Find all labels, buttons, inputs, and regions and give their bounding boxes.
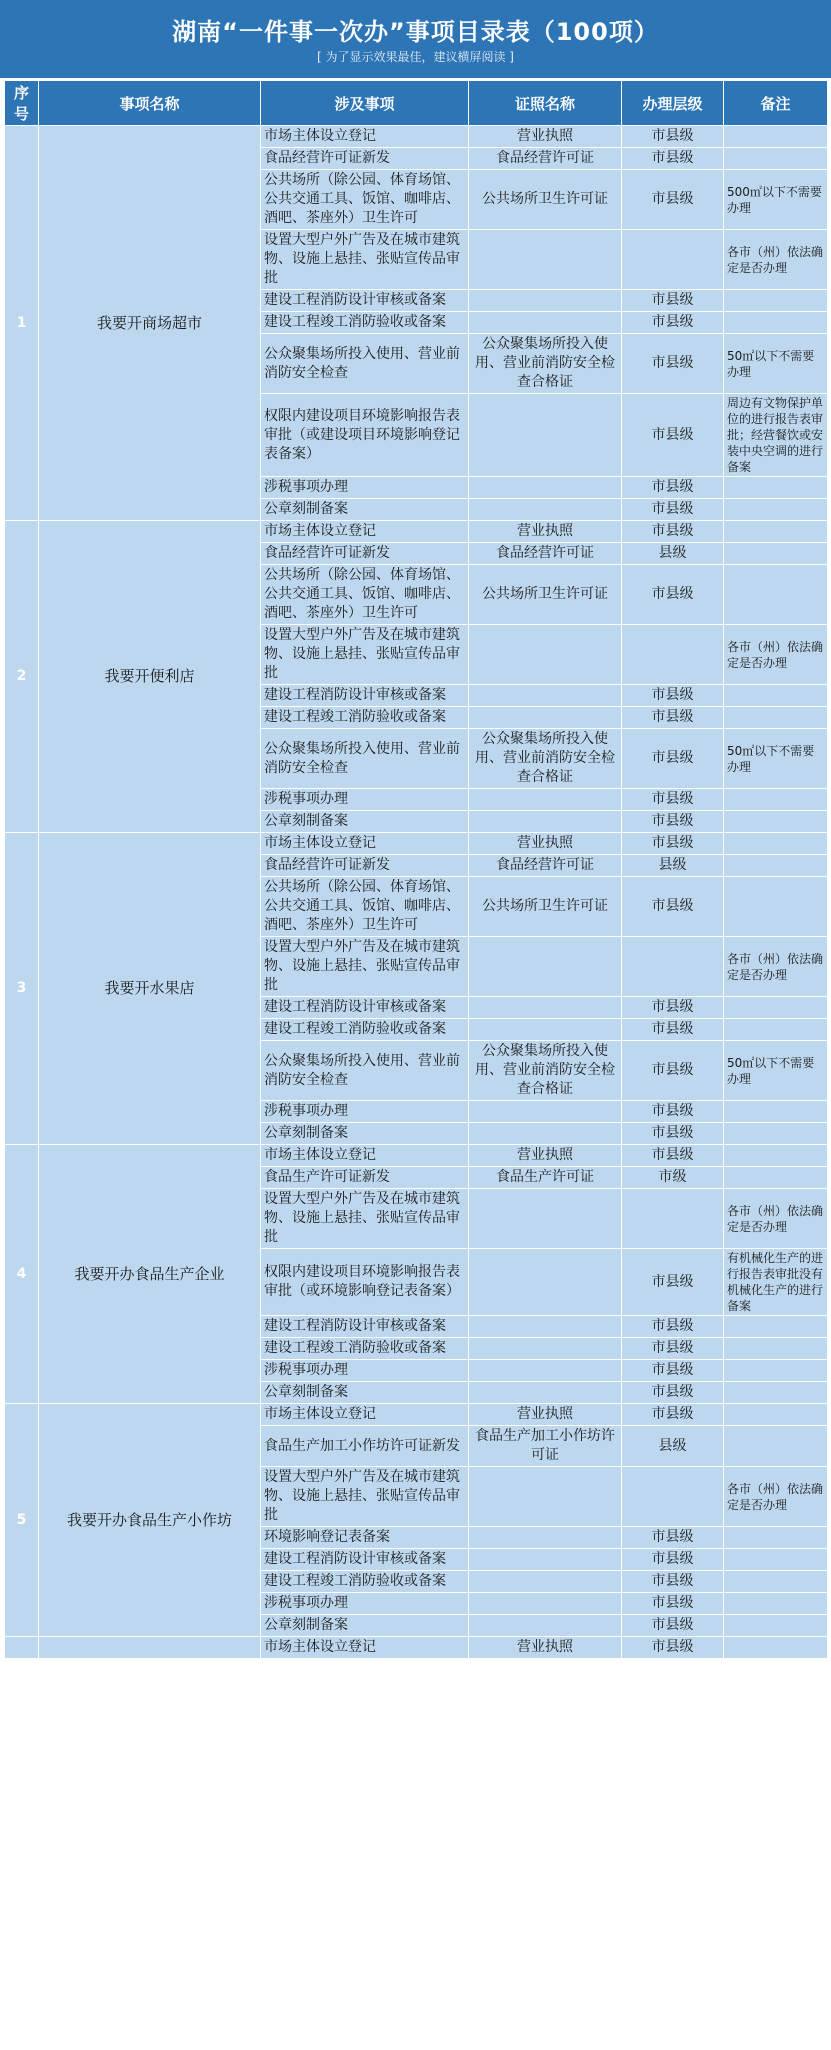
remark [724, 1571, 828, 1593]
involved-item: 公章刻制备案 [261, 1382, 469, 1404]
license-name [469, 1593, 622, 1615]
handling-level: 市县级 [622, 1249, 724, 1316]
handling-level: 市县级 [622, 1101, 724, 1123]
handling-level: 市县级 [622, 707, 724, 729]
license-name: 公众聚集场所投入使用、营业前消防安全检查合格证 [469, 1041, 622, 1101]
license-name [469, 685, 622, 707]
handling-level [622, 1467, 724, 1527]
license-name [469, 1549, 622, 1571]
row-seq: 3 [5, 833, 39, 1145]
involved-item: 涉税事项办理 [261, 789, 469, 811]
handling-level: 市县级 [622, 1382, 724, 1404]
license-name [469, 937, 622, 997]
involved-item: 市场主体设立登记 [261, 1145, 469, 1167]
license-name [469, 707, 622, 729]
involved-item: 公章刻制备案 [261, 811, 469, 833]
involved-item: 涉税事项办理 [261, 1593, 469, 1615]
license-name [469, 1338, 622, 1360]
col-header-name: 事项名称 [39, 81, 261, 126]
row-seq: 4 [5, 1145, 39, 1404]
handling-level: 市县级 [622, 1041, 724, 1101]
involved-item: 公共场所（除公园、体育场馆、公共交通工具、饭馆、咖啡店、酒吧、茶座外）卫生许可 [261, 170, 469, 230]
license-name [469, 394, 622, 477]
matter-name: 我要开办食品生产小作坊 [39, 1404, 261, 1637]
license-name [469, 1527, 622, 1549]
handling-level: 市县级 [622, 1527, 724, 1549]
involved-item: 市场主体设立登记 [261, 1404, 469, 1426]
row-seq: 1 [5, 126, 39, 521]
license-name: 公众聚集场所投入使用、营业前消防安全检查合格证 [469, 729, 622, 789]
handling-level: 市县级 [622, 1145, 724, 1167]
col-header-remark: 备注 [724, 81, 828, 126]
remark: 各市（州）依法确定是否办理 [724, 1189, 828, 1249]
remark [724, 1101, 828, 1123]
page-title: 湖南“一件事一次办”事项目录表（100项） [172, 18, 659, 46]
remark [724, 543, 828, 565]
handling-level: 市县级 [622, 170, 724, 230]
license-name [469, 477, 622, 499]
license-name: 食品经营许可证 [469, 855, 622, 877]
page-subtitle: [ 为了显示效果最佳，建议横屏阅读 ] [317, 50, 514, 64]
handling-level: 市县级 [622, 1404, 724, 1426]
involved-item: 公章刻制备案 [261, 1123, 469, 1145]
handling-level: 市县级 [622, 789, 724, 811]
handling-level: 市县级 [622, 1593, 724, 1615]
license-name [469, 1615, 622, 1637]
license-name: 食品生产加工小作坊许可证 [469, 1426, 622, 1467]
handling-level: 市县级 [622, 729, 724, 789]
license-name [469, 1019, 622, 1041]
table-row [5, 521, 828, 543]
license-name: 营业执照 [469, 521, 622, 543]
handling-level: 县级 [622, 543, 724, 565]
license-name [469, 997, 622, 1019]
involved-item: 公众聚集场所投入使用、营业前消防安全检查 [261, 334, 469, 394]
remark [724, 1360, 828, 1382]
row-seq [5, 1637, 39, 1659]
remark [724, 1145, 828, 1167]
handling-level: 县级 [622, 855, 724, 877]
col-header-items: 涉及事项 [261, 81, 469, 126]
involved-item: 设置大型户外广告及在城市建筑物、设施上悬挂、张贴宣传品审批 [261, 1467, 469, 1527]
handling-level: 市县级 [622, 833, 724, 855]
remark [724, 1527, 828, 1549]
remark [724, 477, 828, 499]
remark [724, 1593, 828, 1615]
matter-name: 我要开商场超市 [39, 126, 261, 521]
remark: 500㎡以下不需要办理 [724, 170, 828, 230]
remark: 各市（州）依法确定是否办理 [724, 1467, 828, 1527]
involved-item: 设置大型户外广告及在城市建筑物、设施上悬挂、张贴宣传品审批 [261, 1189, 469, 1249]
license-name: 公共场所卫生许可证 [469, 877, 622, 937]
handling-level [622, 937, 724, 997]
remark: 50㎡以下不需要办理 [724, 1041, 828, 1101]
handling-level: 市县级 [622, 148, 724, 170]
handling-level: 市县级 [622, 997, 724, 1019]
remark: 有机械化生产的进行报告表审批没有机械化生产的进行备案 [724, 1249, 828, 1316]
handling-level: 市县级 [622, 685, 724, 707]
remark [724, 1019, 828, 1041]
license-name: 营业执照 [469, 1404, 622, 1426]
license-name: 公共场所卫生许可证 [469, 565, 622, 625]
involved-item: 建设工程消防设计审核或备案 [261, 997, 469, 1019]
handling-level: 市县级 [622, 1360, 724, 1382]
involved-item: 建设工程竣工消防验收或备案 [261, 1019, 469, 1041]
license-name: 营业执照 [469, 1637, 622, 1659]
involved-item: 涉税事项办理 [261, 1101, 469, 1123]
remark: 50㎡以下不需要办理 [724, 334, 828, 394]
remark [724, 811, 828, 833]
involved-item: 建设工程竣工消防验收或备案 [261, 1571, 469, 1593]
license-name [469, 1189, 622, 1249]
involved-item: 市场主体设立登记 [261, 521, 469, 543]
involved-item: 权限内建设项目环境影响报告表审批（或环境影响登记表备案） [261, 1249, 469, 1316]
license-name [469, 1101, 622, 1123]
license-name: 营业执照 [469, 833, 622, 855]
involved-item: 公章刻制备案 [261, 499, 469, 521]
handling-level: 市县级 [622, 394, 724, 477]
table-body [5, 126, 828, 1659]
license-name [469, 789, 622, 811]
involved-item: 涉税事项办理 [261, 477, 469, 499]
involved-item: 设置大型户外广告及在城市建筑物、设施上悬挂、张贴宣传品审批 [261, 625, 469, 685]
remark [724, 521, 828, 543]
involved-item: 市场主体设立登记 [261, 1637, 469, 1659]
remark [724, 148, 828, 170]
handling-level: 市县级 [622, 877, 724, 937]
matter-name: 我要开水果店 [39, 833, 261, 1145]
remark [724, 997, 828, 1019]
license-name [469, 499, 622, 521]
row-seq: 5 [5, 1404, 39, 1637]
remark [724, 789, 828, 811]
handling-level: 市县级 [622, 565, 724, 625]
license-name: 营业执照 [469, 1145, 622, 1167]
remark [724, 290, 828, 312]
matter-name: 我要开办食品生产企业 [39, 1145, 261, 1404]
handling-level [622, 625, 724, 685]
involved-item: 建设工程消防设计审核或备案 [261, 1549, 469, 1571]
remark [724, 565, 828, 625]
license-name [469, 1249, 622, 1316]
involved-item: 涉税事项办理 [261, 1360, 469, 1382]
involved-item: 建设工程消防设计审核或备案 [261, 1316, 469, 1338]
involved-item: 食品经营许可证新发 [261, 543, 469, 565]
remark [724, 1167, 828, 1189]
table-row [5, 833, 828, 855]
involved-item: 环境影响登记表备案 [261, 1527, 469, 1549]
handling-level: 市县级 [622, 1615, 724, 1637]
license-name [469, 625, 622, 685]
involved-item: 建设工程消防设计审核或备案 [261, 685, 469, 707]
handling-level: 市县级 [622, 334, 724, 394]
license-name [469, 230, 622, 290]
involved-item: 公众聚集场所投入使用、营业前消防安全检查 [261, 1041, 469, 1101]
handling-level: 市县级 [622, 1019, 724, 1041]
handling-level: 市县级 [622, 1637, 724, 1659]
remark [724, 1549, 828, 1571]
remark: 各市（州）依法确定是否办理 [724, 625, 828, 685]
involved-item: 建设工程竣工消防验收或备案 [261, 312, 469, 334]
involved-item: 公众聚集场所投入使用、营业前消防安全检查 [261, 729, 469, 789]
handling-level: 市县级 [622, 1571, 724, 1593]
license-name [469, 1123, 622, 1145]
involved-item: 权限内建设项目环境影响报告表审批（或建设项目环境影响登记表备案） [261, 394, 469, 477]
table-row [5, 1637, 828, 1659]
remark: 周边有文物保护单位的进行报告表审批；经营餐饮或安装中央空调的进行备案 [724, 394, 828, 477]
involved-item: 食品经营许可证新发 [261, 148, 469, 170]
remark [724, 855, 828, 877]
col-header-level: 办理层级 [622, 81, 724, 126]
remark: 50㎡以下不需要办理 [724, 729, 828, 789]
license-name [469, 1360, 622, 1382]
table-row [5, 1145, 828, 1167]
remark [724, 1404, 828, 1426]
handling-level [622, 230, 724, 290]
handling-level: 市县级 [622, 290, 724, 312]
remark [724, 1382, 828, 1404]
license-name: 公共场所卫生许可证 [469, 170, 622, 230]
matter-name [39, 1637, 261, 1659]
license-name [469, 1382, 622, 1404]
handling-level: 市县级 [622, 1338, 724, 1360]
remark [724, 1316, 828, 1338]
handling-level: 市级 [622, 1167, 724, 1189]
license-name: 营业执照 [469, 126, 622, 148]
remark [724, 1426, 828, 1467]
license-name [469, 290, 622, 312]
license-name [469, 1316, 622, 1338]
remark [724, 685, 828, 707]
remark: 各市（州）依法确定是否办理 [724, 230, 828, 290]
involved-item: 食品生产许可证新发 [261, 1167, 469, 1189]
remark [724, 312, 828, 334]
table-header-row [5, 81, 828, 126]
involved-item: 建设工程消防设计审核或备案 [261, 290, 469, 312]
handling-level: 市县级 [622, 1316, 724, 1338]
license-name [469, 1571, 622, 1593]
remark [724, 1615, 828, 1637]
involved-item: 公章刻制备案 [261, 1615, 469, 1637]
involved-item: 公共场所（除公园、体育场馆、公共交通工具、饭馆、咖啡店、酒吧、茶座外）卫生许可 [261, 565, 469, 625]
catalog-table [4, 80, 828, 1659]
remark [724, 1338, 828, 1360]
table-row [5, 1404, 828, 1426]
matter-name: 我要开便利店 [39, 521, 261, 833]
license-name: 食品经营许可证 [469, 543, 622, 565]
handling-level: 市县级 [622, 1123, 724, 1145]
involved-item: 建设工程竣工消防验收或备案 [261, 707, 469, 729]
involved-item: 设置大型户外广告及在城市建筑物、设施上悬挂、张贴宣传品审批 [261, 230, 469, 290]
involved-item: 公共场所（除公园、体育场馆、公共交通工具、饭馆、咖啡店、酒吧、茶座外）卫生许可 [261, 877, 469, 937]
handling-level: 市县级 [622, 521, 724, 543]
table-row [5, 126, 828, 148]
remark [724, 707, 828, 729]
involved-item: 食品经营许可证新发 [261, 855, 469, 877]
handling-level: 市县级 [622, 312, 724, 334]
remark [724, 833, 828, 855]
col-header-seq: 序号 [5, 81, 39, 126]
handling-level: 县级 [622, 1426, 724, 1467]
handling-level [622, 1189, 724, 1249]
page-header [0, 0, 831, 78]
license-name [469, 312, 622, 334]
remark [724, 499, 828, 521]
involved-item: 食品生产加工小作坊许可证新发 [261, 1426, 469, 1467]
handling-level: 市县级 [622, 477, 724, 499]
license-name: 食品生产许可证 [469, 1167, 622, 1189]
remark [724, 1637, 828, 1659]
license-name [469, 1467, 622, 1527]
handling-level: 市县级 [622, 1549, 724, 1571]
involved-item: 市场主体设立登记 [261, 126, 469, 148]
license-name: 公众聚集场所投入使用、营业前消防安全检查合格证 [469, 334, 622, 394]
row-seq: 2 [5, 521, 39, 833]
involved-item: 设置大型户外广告及在城市建筑物、设施上悬挂、张贴宣传品审批 [261, 937, 469, 997]
remark [724, 126, 828, 148]
license-name: 食品经营许可证 [469, 148, 622, 170]
remark: 各市（州）依法确定是否办理 [724, 937, 828, 997]
involved-item: 建设工程竣工消防验收或备案 [261, 1338, 469, 1360]
handling-level: 市县级 [622, 126, 724, 148]
remark [724, 1123, 828, 1145]
col-header-license: 证照名称 [469, 81, 622, 126]
involved-item: 市场主体设立登记 [261, 833, 469, 855]
license-name [469, 811, 622, 833]
handling-level: 市县级 [622, 811, 724, 833]
remark [724, 877, 828, 937]
handling-level: 市县级 [622, 499, 724, 521]
